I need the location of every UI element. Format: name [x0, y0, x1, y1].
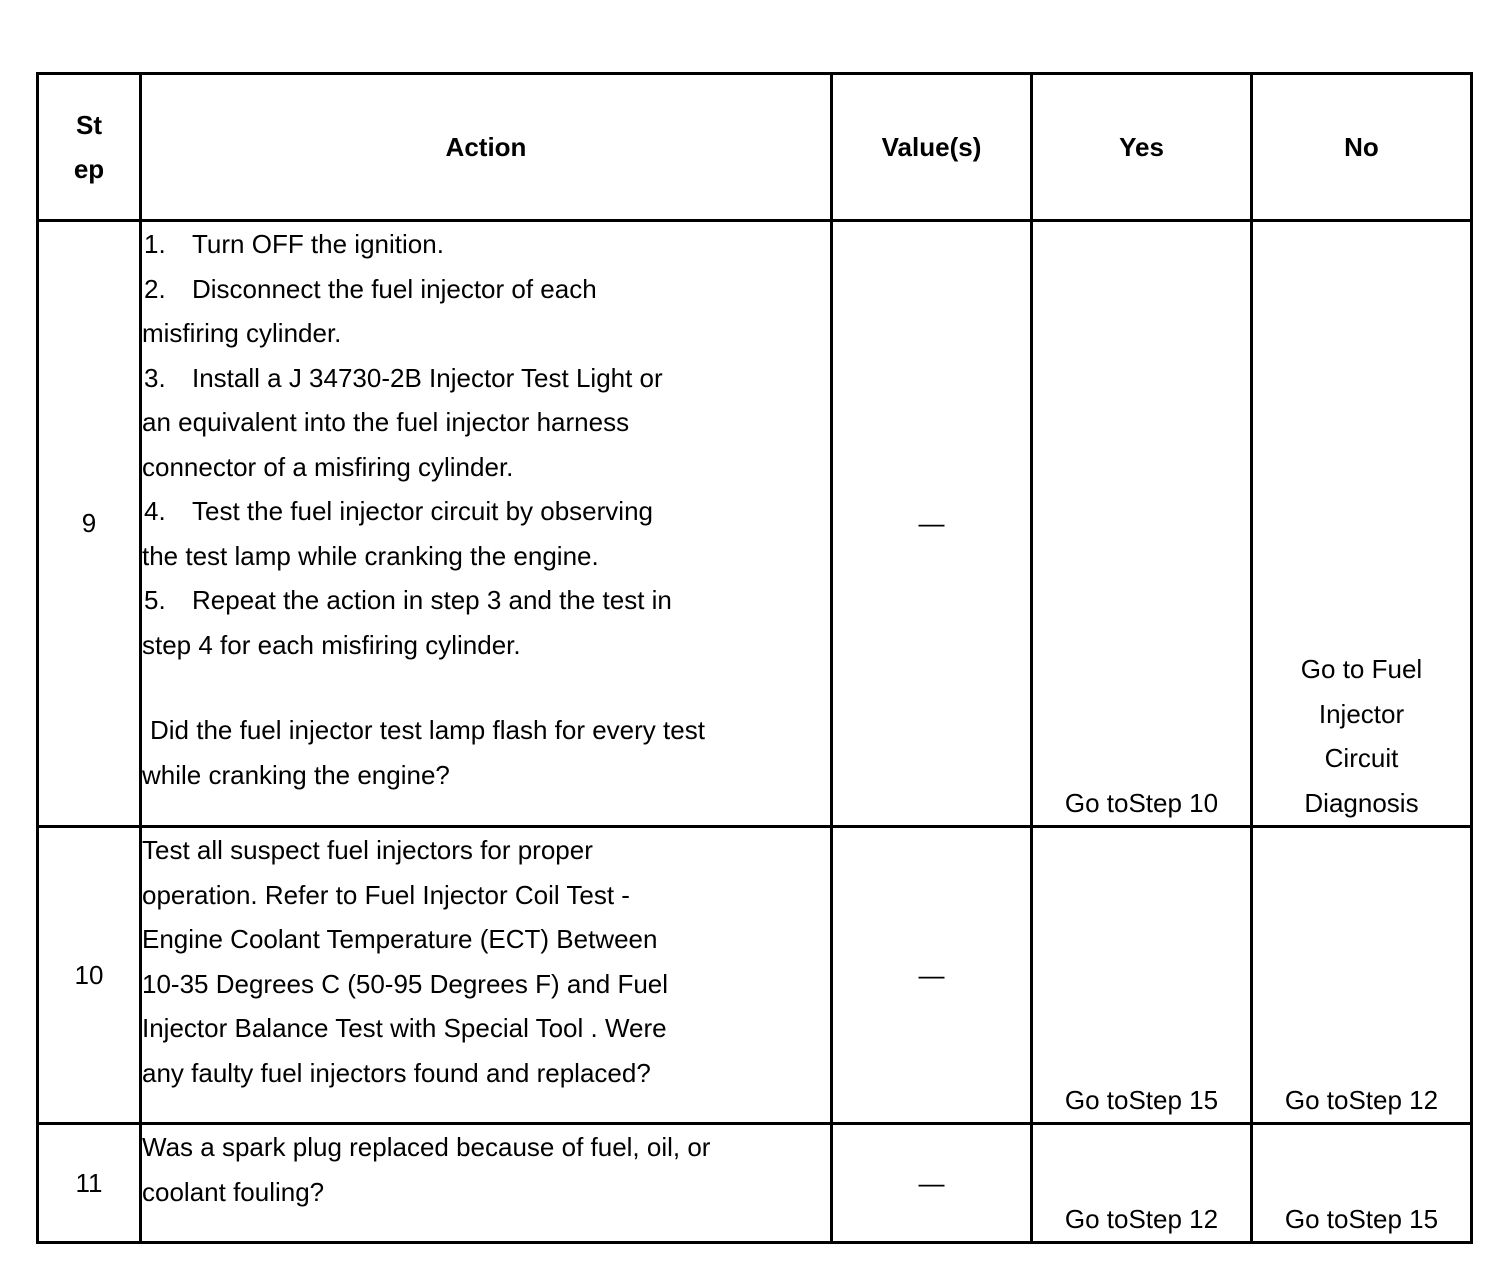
- action-cell: Test all suspect fuel injectors for proper operation. Refer to Fuel Injector Coil Test - Engine Coolant Temperature (ECT) Between 10-35 Degrees C (50-95 Degrees F) and Fuel Injector Balance Test with Special Tool . Were any faulty fuel injectors found and replaced?: [141, 827, 832, 1124]
- value-cell: —: [832, 1124, 1032, 1243]
- header-step: St ep: [38, 74, 141, 221]
- list-item: 4. Test the fuel injector circuit by observing: [144, 496, 653, 526]
- action-cell: 1. Turn OFF the ignition. 2. Disconnect the fuel injector of each misfiring cylinder. 3. Install a J 34730-2B Injector Test Light or an equivalent into the fuel injector harness connector of a misfiring cylinder. 4. Test the fuel injector circuit by observing the test lamp while cranking the engine. 5. Repeat the action in step 3 and the test in step 4 for each misfiring cylinder. Did the fuel injector test lamp flash for every test while cranking the engine?: [141, 221, 832, 827]
- value-cell: —: [832, 221, 1032, 827]
- step-number: 11: [38, 1124, 141, 1243]
- no-cell: Go toStep 15: [1252, 1124, 1472, 1243]
- list-item: 1. Turn OFF the ignition.: [144, 229, 444, 259]
- value-cell: —: [832, 827, 1032, 1124]
- list-item: 3. Install a J 34730-2B Injector Test Light or: [144, 362, 663, 393]
- header-values: Value(s): [832, 74, 1032, 221]
- step-number: 10: [38, 827, 141, 1124]
- table-row: [38, 221, 1472, 827]
- diagnostic-table: [36, 72, 1473, 1244]
- question: Did the fuel injector test lamp flash for every test: [150, 715, 705, 745]
- header-yes: Yes: [1032, 74, 1252, 221]
- header-row: [38, 74, 1472, 221]
- header-no: No: [1252, 74, 1472, 221]
- header-action: Action: [141, 74, 832, 221]
- table-row: [38, 827, 1472, 1124]
- no-cell: Go toStep 12: [1252, 827, 1472, 1124]
- no-cell: Go to Fuel Injector Circuit Diagnosis: [1252, 221, 1472, 827]
- yes-cell: Go toStep 10: [1032, 221, 1252, 827]
- yes-cell: Go toStep 12: [1032, 1124, 1252, 1243]
- list-item: 2. Disconnect the fuel injector of each: [144, 273, 597, 304]
- yes-cell: Go toStep 15: [1032, 827, 1252, 1124]
- step-number: 9: [38, 221, 141, 827]
- table-row: [38, 1124, 1472, 1243]
- list-item: 5. Repeat the action in step 3 and the test in: [144, 585, 672, 615]
- action-cell: Was a spark plug replaced because of fuel, oil, or coolant fouling?: [141, 1124, 832, 1243]
